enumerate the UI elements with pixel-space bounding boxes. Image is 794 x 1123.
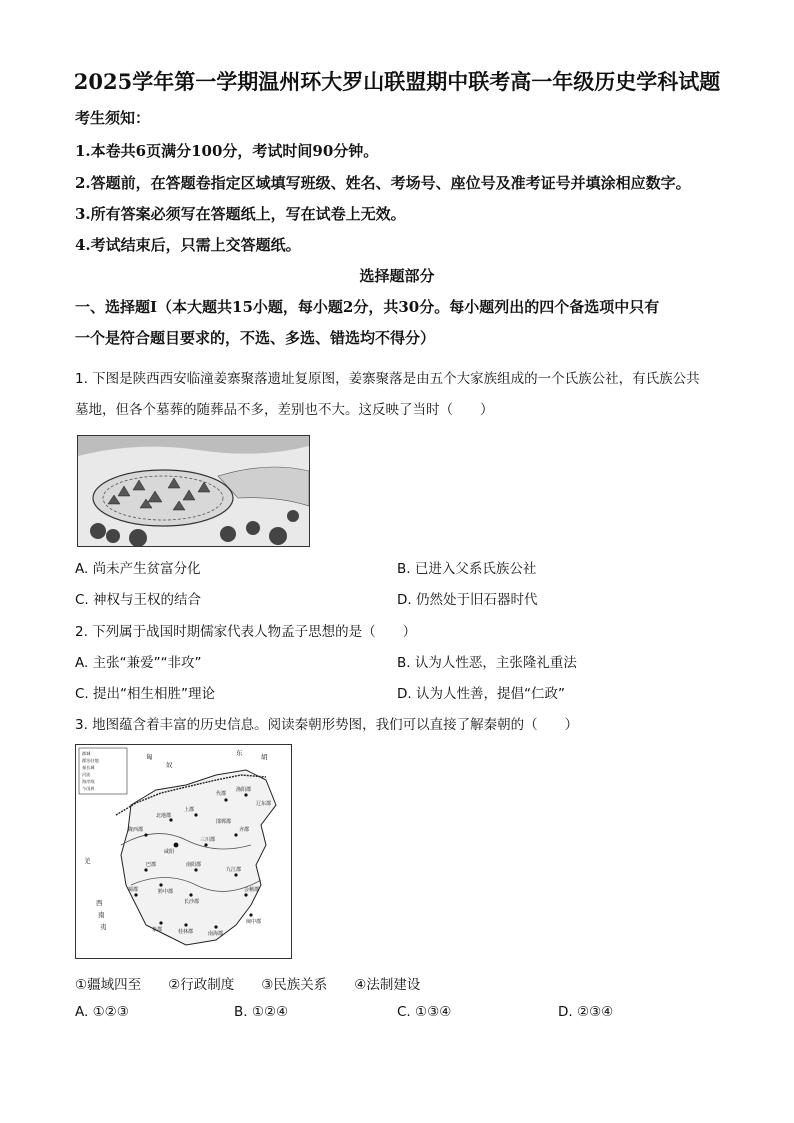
- map-label-nanyang: 南阳郡: [186, 862, 202, 868]
- q2-option-a: A. 主张“兼爱”“非攻”: [75, 655, 202, 671]
- map-label-donghu-2: 胡: [261, 753, 268, 761]
- section-title: 选择题部分: [359, 267, 435, 285]
- q2-stem: 2. 下列属于战国时期儒家代表人物孟子思想的是（ ）: [75, 624, 417, 640]
- map-label-minzhong: 闽中郡: [246, 919, 262, 925]
- exam-title: 2025学年第一学期温州环大罗山联盟期中联考高一年级历史学科试题: [73, 69, 721, 94]
- map-label-xianyang: 咸阳: [164, 849, 175, 855]
- q1-stem-line1: 1. 下图是陕西西安临潼姜寨聚落遗址复原图，姜寨聚落是由五个大家族组成的一个氏族公社，有氏族公共: [75, 371, 700, 387]
- map-label-xinanyi-1: 西: [96, 899, 103, 907]
- q3-option-c: C. ①③④: [397, 1004, 452, 1020]
- map-label-xiongnu-1: 匈: [146, 753, 153, 761]
- map-label-xiangjun: 象郡: [152, 927, 163, 933]
- map-label-liaodong: 辽东郡: [256, 801, 272, 807]
- map-label-kuaiji: 会稽郡: [244, 887, 260, 893]
- map-label-qiang: 羌: [84, 857, 91, 865]
- map-label-qijun: 齐郡: [239, 827, 250, 833]
- q2-option-b: B. 认为人性恶，主张隆礼重法: [397, 655, 577, 671]
- q3-items: ①疆域四至 ②行政制度 ③民族关系 ④法制建设: [75, 977, 421, 993]
- legend-item-5: 海岸线: [82, 779, 95, 784]
- map-label-qianzhong: 黔中郡: [158, 889, 174, 895]
- notice-item-2: 2.答题前，在答题卷指定区域填写班级、姓名、考场号、座位号及准考证号并填涂相应数字。: [75, 174, 691, 192]
- q1-option-a: A. 尚未产生贫富分化: [75, 561, 201, 577]
- map-label-changsha: 长沙郡: [184, 899, 200, 905]
- notice-item-4: 4.考试结束后，只需上交答题纸。: [75, 236, 301, 254]
- q3-option-d: D. ②③④: [558, 1004, 614, 1020]
- legend-item-6: 今国界: [82, 786, 95, 791]
- map-label-nanhai: 南海郡: [208, 931, 224, 937]
- map-label-donghu-1: 东: [236, 749, 243, 757]
- map-label-beidi: 北地郡: [156, 813, 172, 819]
- q3-option-b: B. ①②④: [234, 1004, 289, 1020]
- map-label-yuyang: 渔阳郡: [236, 787, 252, 793]
- q1-option-c: C. 神权与王权的结合: [75, 592, 202, 608]
- map-label-xinanyi-2: 南: [98, 911, 105, 919]
- part1-instruction-line1: 一、选择题Ⅰ（本大题共15小题，每小题2分，共30分。每小题列出的四个备选项中只有: [75, 298, 660, 316]
- map-label-shujun: 蜀郡: [128, 887, 139, 893]
- qin-map-svg: [76, 745, 291, 958]
- legend-item-3: 秦长城: [82, 765, 95, 770]
- part1-instruction-line2: 一个是符合题目要求的，不选、多选、错选均不得分）: [75, 329, 436, 347]
- map-label-shangjun: 上郡: [184, 807, 195, 813]
- map-label-xiongnu-2: 奴: [166, 761, 173, 769]
- map-label-xinanyi-3: 夷: [100, 923, 107, 931]
- qin-dynasty-map: [75, 744, 292, 959]
- map-label-jiujiang: 九江郡: [226, 867, 242, 873]
- map-label-handan: 邯郸郡: [216, 819, 232, 825]
- map-label-sanchuan: 三川郡: [200, 837, 216, 843]
- jiangzhai-settlement-image: [77, 435, 310, 547]
- notice-item-3: 3.所有答案必须写在答题纸上，写在试卷上无效。: [75, 205, 406, 223]
- q2-option-d: D. 认为人性善，提倡“仁政”: [397, 686, 565, 702]
- map-label-daijun: 代郡: [216, 791, 227, 797]
- q2-option-c: C. 提出“相生相胜”理论: [75, 686, 215, 702]
- map-label-guilin: 桂林郡: [178, 929, 194, 935]
- map-label-bajun: 巴郡: [146, 862, 157, 868]
- q3-stem: 3. 地图蕴含着丰富的历史信息。阅读秦朝形势图，我们可以直接了解秦朝的（ ）: [75, 717, 579, 733]
- notice-item-1: 1.本卷共6页满分100分，考试时间90分钟。: [75, 142, 379, 160]
- legend-item-4: 河流: [82, 772, 91, 777]
- legend-item-2: 郡治驻地: [82, 758, 99, 763]
- map-label-longxi: 陇西郡: [128, 827, 144, 833]
- legend-item-1: 郡城: [82, 751, 91, 756]
- settlement-illustration: [78, 436, 309, 546]
- q3-option-a: A. ①②③: [75, 1004, 129, 1020]
- q1-option-b: B. 已进入父系氏族公社: [397, 561, 537, 577]
- notice-heading: 考生须知：: [75, 109, 151, 127]
- q1-option-d: D. 仍然处于旧石器时代: [397, 592, 538, 608]
- q1-stem-line2: 墓地，但各个墓葬的随葬品不多，差别也不大。这反映了当时（ ）: [75, 402, 494, 418]
